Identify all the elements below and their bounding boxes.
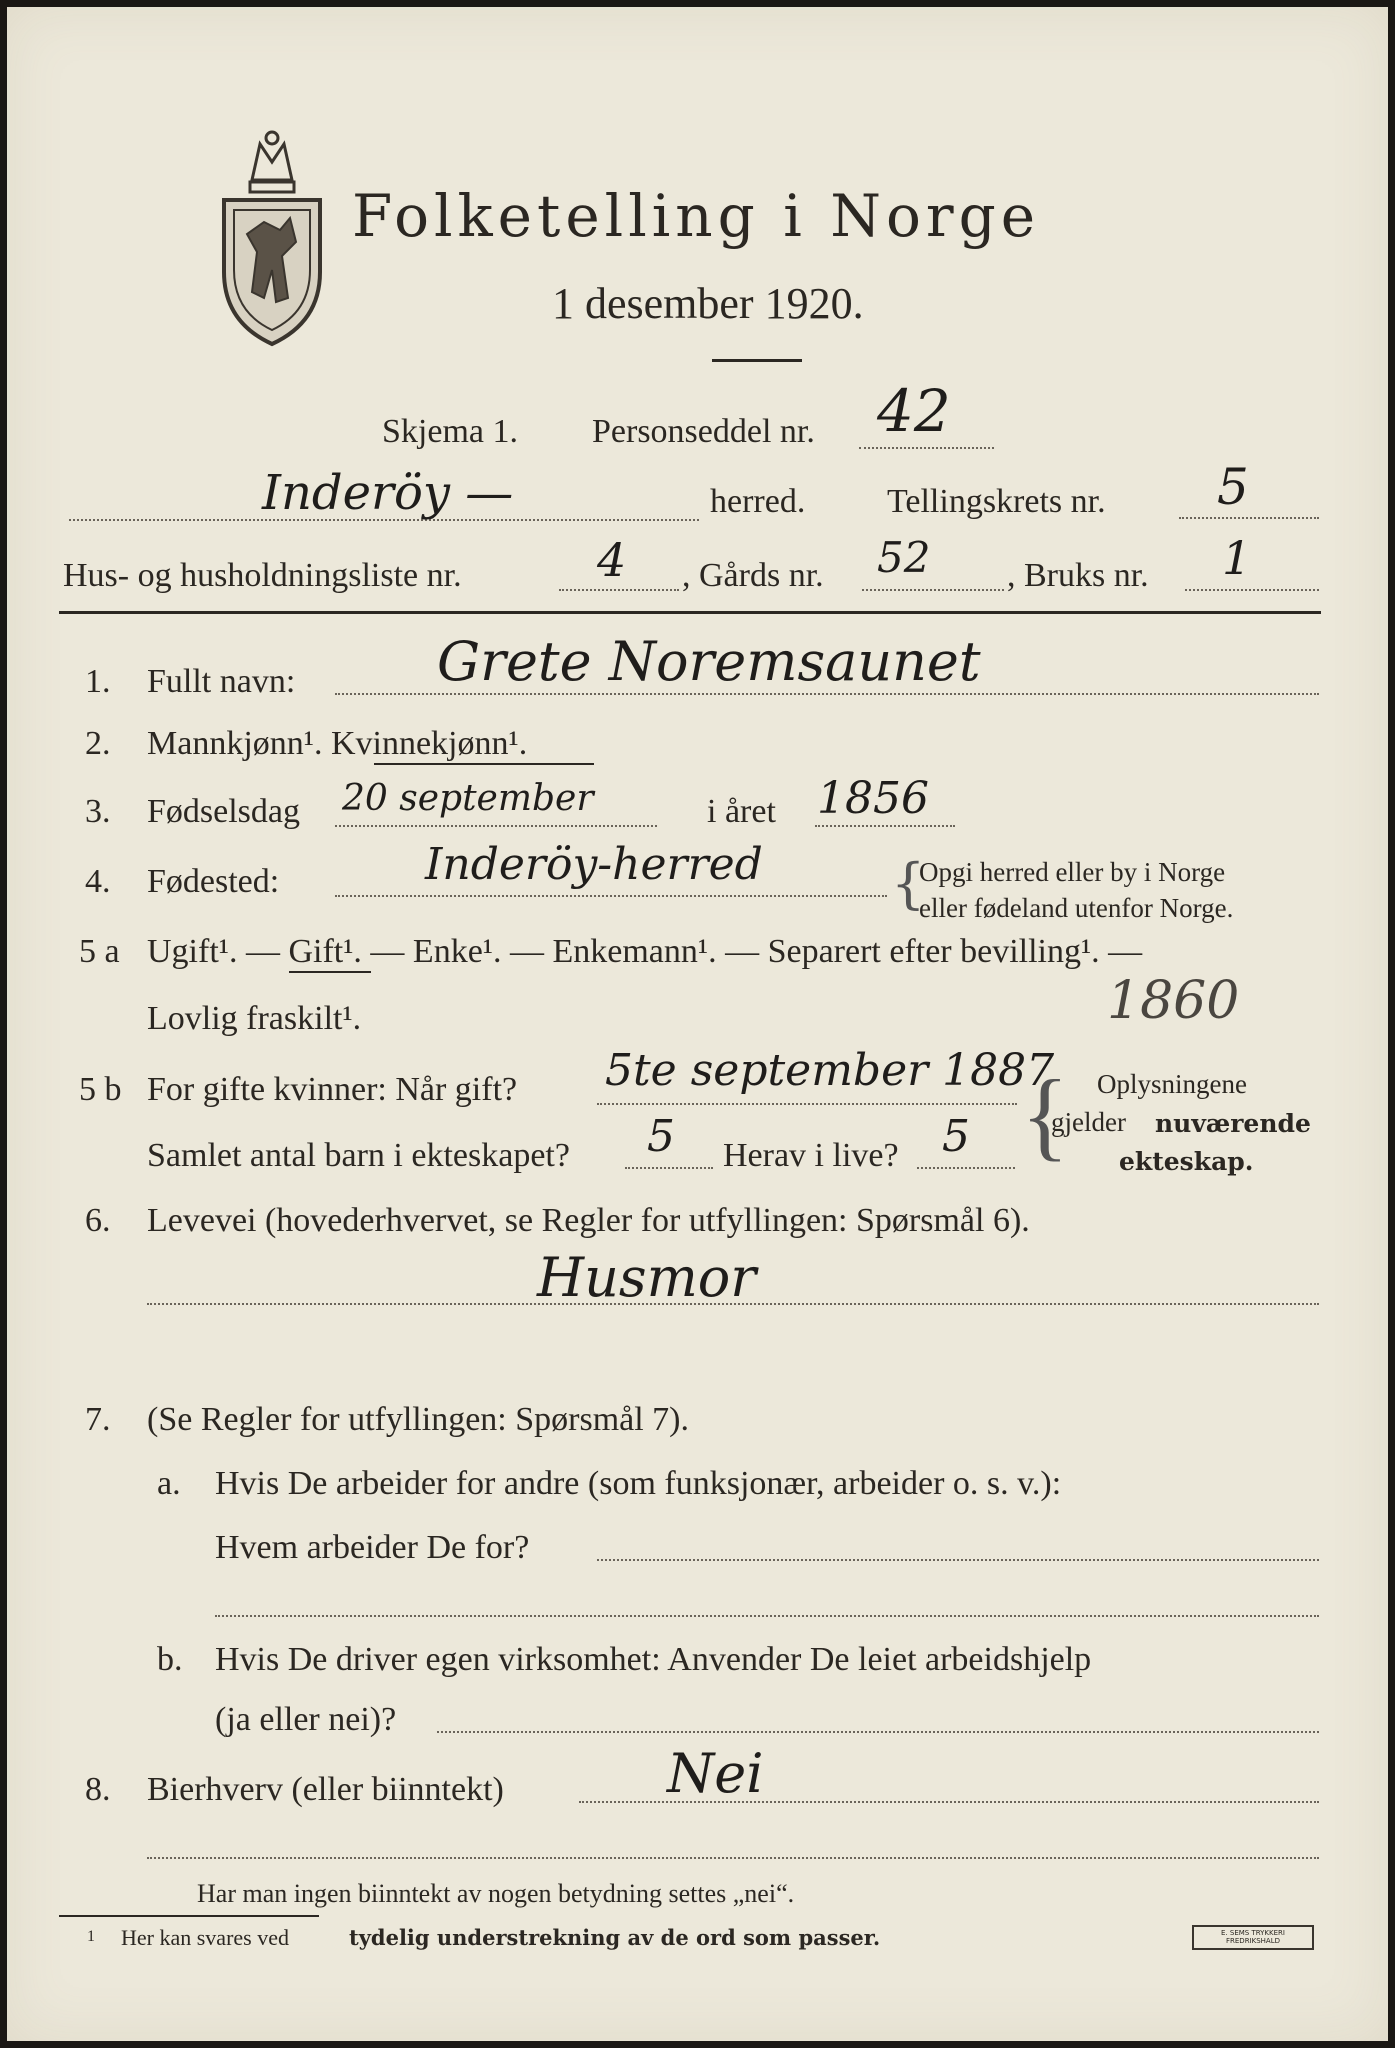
q5b-note-line1: Oplysningene xyxy=(1097,1069,1247,1099)
personseddel-label: Personseddel nr. xyxy=(592,413,815,450)
q6-label: Levevei (hovederhvervet, se Regler for utfyllingen: Spørsmål 6). xyxy=(147,1202,1030,1239)
alive-line xyxy=(917,1167,1015,1169)
personseddel-line xyxy=(859,447,994,449)
husholdning-line xyxy=(559,589,679,591)
marital-options: Ugift¹. — Gift¹. — Enke¹. — Enkemann¹. — Separert efter bevilling¹. — xyxy=(147,933,1143,970)
personseddel-number[interactable]: 42 xyxy=(877,377,951,445)
children-label: Samlet antal barn i ekteskapet? xyxy=(147,1137,570,1174)
q3-year-line xyxy=(815,825,955,827)
q1-line xyxy=(335,693,1319,695)
birth-year-value[interactable]: 1856 xyxy=(817,773,929,824)
tellingskrets-value[interactable]: 5 xyxy=(1217,458,1249,516)
gards-label: , Gårds nr. xyxy=(682,557,824,594)
q3-day-line xyxy=(335,825,657,827)
footer-note: Har man ingen biinntekt av nogen betydning settes „nei“. xyxy=(197,1879,795,1908)
skjema-label: Skjema 1. xyxy=(382,413,518,450)
q3-year-label: i året xyxy=(707,793,776,830)
q1-number: 1. xyxy=(85,663,111,700)
side-income-value[interactable]: Nei xyxy=(667,1742,764,1805)
q5b-label: For gifte kvinner: Når gift? xyxy=(147,1071,518,1108)
birth-day-value[interactable]: 20 september xyxy=(342,778,594,819)
occupation-value[interactable]: Husmor xyxy=(537,1246,757,1309)
q4-brace: { xyxy=(891,852,926,915)
q3-number: 3. xyxy=(85,793,111,830)
q5b-note-line2-a: gjelder xyxy=(1051,1107,1126,1137)
q8-line2 xyxy=(147,1857,1319,1859)
footnote-text-b: tydelig understrekning av de ord som passer. xyxy=(349,1925,881,1950)
alive-value[interactable]: 5 xyxy=(942,1111,970,1162)
q7b-number: b. xyxy=(157,1641,183,1678)
q7b-question: (ja eller nei)? xyxy=(215,1701,397,1738)
bruks-label: , Bruks nr. xyxy=(1007,557,1149,594)
q4-note-line2: eller fødeland utenfor Norge. xyxy=(919,893,1234,923)
margin-note-1860: 1860 xyxy=(1107,971,1240,1031)
children-value[interactable]: 5 xyxy=(647,1111,675,1162)
q7-label: (Se Regler for utfyllingen: Spørsmål 7). xyxy=(147,1401,690,1438)
children-line xyxy=(625,1167,713,1169)
form-title: Folketelling i Norge xyxy=(352,182,1041,250)
census-form-sheet xyxy=(7,7,1388,2041)
q4-note-line1: Opgi herred eller by i Norge xyxy=(919,857,1226,887)
bruks-value[interactable]: 1 xyxy=(1222,531,1252,585)
gift-underline xyxy=(289,971,371,973)
herred-value[interactable]: Inderöy — xyxy=(262,465,514,521)
q5b-number: 5 b xyxy=(79,1071,122,1108)
q7a-line2 xyxy=(215,1615,1319,1617)
married-line xyxy=(597,1103,1017,1105)
q8-number: 8. xyxy=(85,1771,111,1808)
q5a-number: 5 a xyxy=(79,933,120,970)
bruks-line xyxy=(1185,589,1319,591)
q1-label: Fullt navn: xyxy=(147,663,296,700)
q3-label: Fødselsdag xyxy=(147,793,300,830)
title-divider xyxy=(712,359,802,362)
husholdning-value[interactable]: 4 xyxy=(597,533,627,587)
q7b-label: Hvis De driver egen virksomhet: Anvender De leiet arbeidshjelp xyxy=(215,1641,1092,1678)
q7a-line xyxy=(597,1559,1319,1561)
gards-value[interactable]: 52 xyxy=(877,533,931,582)
coat-of-arms-icon xyxy=(212,122,332,347)
footnote-rule xyxy=(59,1915,319,1917)
tellingskrets-line xyxy=(1179,517,1319,519)
footnote-mark: 1 xyxy=(87,1928,95,1945)
marital-options-line2: Lovlig fraskilt¹. xyxy=(147,1000,362,1037)
q4-number: 4. xyxy=(85,863,111,900)
q7a-label: Hvis De arbeider for andre (som funksjonær, arbeider o. s. v.): xyxy=(215,1465,1062,1502)
q7b-line xyxy=(437,1731,1319,1733)
herred-label: herred. xyxy=(710,483,806,520)
q7a-number: a. xyxy=(157,1465,181,1502)
kvinnekjonn-underline xyxy=(374,763,594,765)
q5b-note-line3: ekteskap. xyxy=(1119,1147,1254,1176)
q5b-brace: { xyxy=(1021,1059,1069,1170)
q7a-question: Hvem arbeider De for? xyxy=(215,1529,530,1566)
q4-line xyxy=(335,895,887,897)
census-date: 1 desember 1920. xyxy=(552,279,864,328)
q7-number: 7. xyxy=(85,1401,111,1438)
footnote-text-a: Her kan svares ved xyxy=(121,1925,289,1950)
birthplace-value[interactable]: Inderöy-herred xyxy=(425,839,763,890)
alive-label: Herav i live? xyxy=(723,1137,899,1174)
tellingskrets-label: Tellingskrets nr. xyxy=(887,483,1106,520)
q6-number: 6. xyxy=(85,1202,111,1239)
printer-stamp: E. SEMS TRYKKERI FREDRIKSHALD xyxy=(1192,1925,1314,1950)
married-date-value[interactable]: 5te september 1887 xyxy=(605,1045,1055,1096)
q4-label: Fødested: xyxy=(147,863,280,900)
q5b-note-line2-b: nuværende xyxy=(1155,1109,1311,1138)
gards-line xyxy=(862,589,1004,591)
header-rule xyxy=(59,611,1321,614)
husholdning-label: Hus- og husholdningsliste nr. xyxy=(63,557,462,594)
full-name-value[interactable]: Grete Noremsaunet xyxy=(437,630,981,693)
q2-number: 2. xyxy=(85,725,111,762)
sex-options: Mannkjønn¹. Kvinnekjønn¹. xyxy=(147,725,528,762)
q8-label: Bierhverv (eller biinntekt) xyxy=(147,1771,504,1808)
